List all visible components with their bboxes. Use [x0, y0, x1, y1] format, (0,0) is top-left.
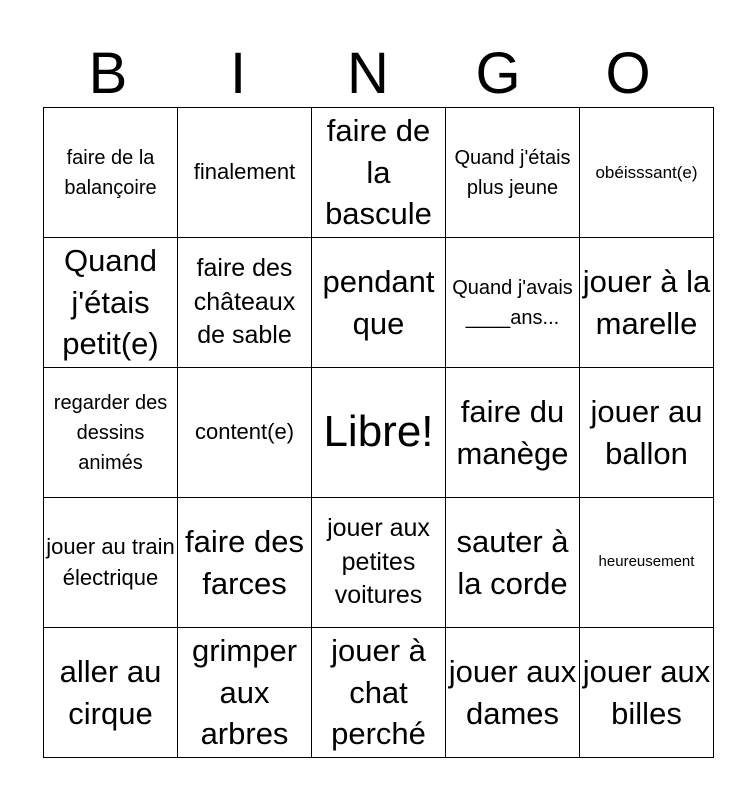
bingo-cell[interactable]: regarder des dessins animés [44, 368, 178, 498]
bingo-cell[interactable]: heureusement [580, 498, 714, 628]
bingo-cell[interactable]: jouer à chat perché [312, 628, 446, 758]
bingo-cell[interactable]: obéisssant(e) [580, 108, 714, 238]
bingo-cell[interactable]: faire du manège [446, 368, 580, 498]
free-space-cell[interactable]: Libre! [312, 368, 446, 498]
bingo-cell[interactable]: content(e) [178, 368, 312, 498]
grid-row-5 [44, 628, 714, 758]
grid-row-4 [44, 498, 714, 628]
bingo-cell[interactable]: finalement [178, 108, 312, 238]
bingo-cell[interactable]: jouer au ballon [580, 368, 714, 498]
bingo-cell[interactable]: jouer aux billes [580, 628, 714, 758]
grid-row-3 [44, 368, 714, 498]
bingo-cell[interactable]: aller au cirque [44, 628, 178, 758]
bingo-cell[interactable]: Quand j'avais ____ans... [446, 238, 580, 368]
bingo-cell[interactable]: jouer au train électrique [44, 498, 178, 628]
header-letter-o: O [605, 41, 651, 106]
header-letter-g: G [475, 41, 521, 106]
bingo-cell[interactable]: faire de la balançoire [44, 108, 178, 238]
bingo-cell[interactable]: faire de la bascule [312, 108, 446, 238]
header-letter-i: I [229, 41, 247, 106]
header-letter-n: N [347, 41, 389, 106]
bingo-cell[interactable]: Quand j'étais plus jeune [446, 108, 580, 238]
bingo-cell[interactable]: jouer aux petites voitures [312, 498, 446, 628]
grid-row-2 [44, 238, 714, 368]
bingo-cell[interactable]: faire des farces [178, 498, 312, 628]
bingo-cell[interactable]: grimper aux arbres [178, 628, 312, 758]
bingo-cell[interactable]: pendant que [312, 238, 446, 368]
bingo-cell[interactable]: Quand j'étais petit(e) [44, 238, 178, 368]
grid-row-1 [44, 108, 714, 238]
bingo-header [43, 40, 693, 108]
bingo-cell[interactable]: jouer à la marelle [580, 238, 714, 368]
bingo-grid [43, 107, 714, 758]
bingo-cell[interactable]: faire des châteaux de sable [178, 238, 312, 368]
bingo-cell[interactable]: jouer aux dames [446, 628, 580, 758]
bingo-cell[interactable]: sauter à la corde [446, 498, 580, 628]
header-letter-b: B [88, 41, 128, 106]
